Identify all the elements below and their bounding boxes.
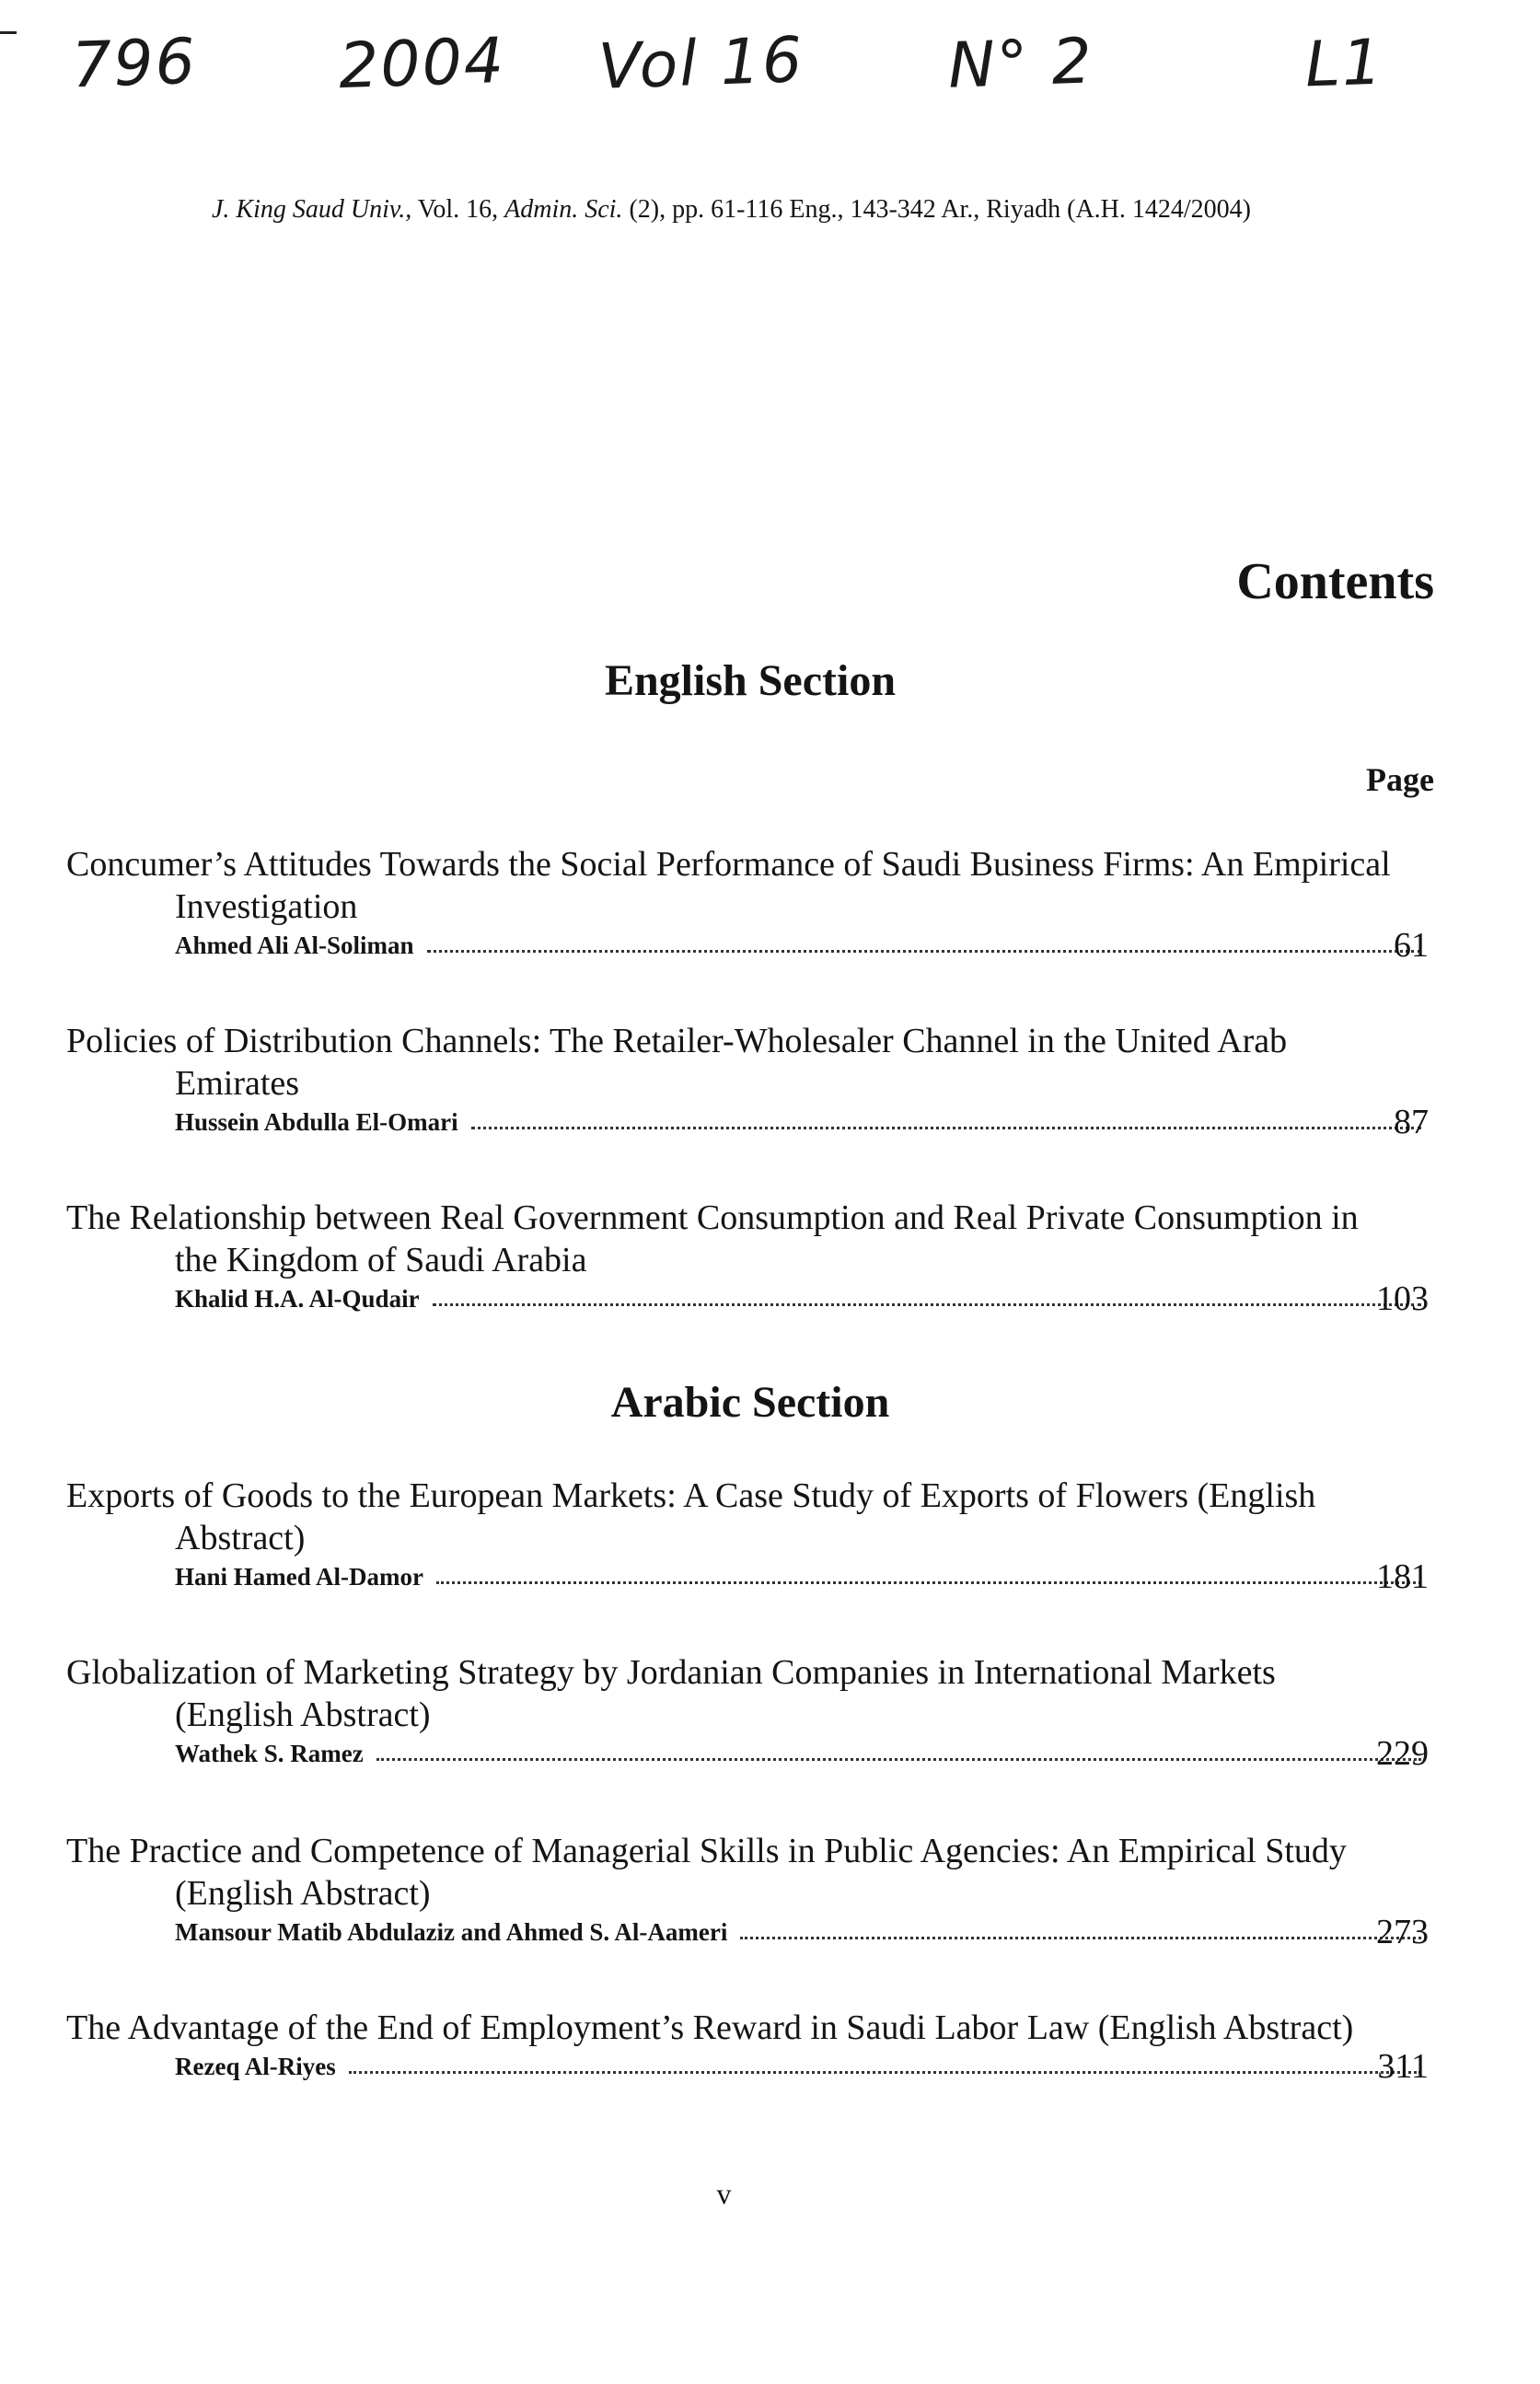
entry-title: Globalization of Marketing Strategy by Jordanian Companies in International Markets (English Abstract) [66, 1653, 1276, 1734]
entry-author: Ahmed Ali Al-Soliman [175, 932, 414, 959]
entry-title: Policies of Distribution Channels: The Retailer-Wholesaler Channel in the United Arab Emirates [66, 1022, 1288, 1103]
handwritten-number: N° 2 [946, 25, 1095, 103]
english-section-title: English Section [604, 656, 897, 705]
toc-entry[interactable] [66, 1651, 1429, 1773]
entry-author: Khalid H.A. Al-Qudair [175, 1285, 420, 1313]
running-head-details: (2), pp. 61-116 Eng., 143-342 Ar., Riyadh (A.H. 1424/2004) [629, 195, 1252, 224]
handwritten-year: 2004 [337, 24, 507, 104]
leader-dots [471, 1125, 1421, 1129]
leader-dots [349, 2069, 1421, 2074]
entry-author-row [66, 1563, 1429, 1591]
contents-title: Contents [1236, 553, 1434, 610]
entry-title: The Practice and Competence of Managerial Skills in Public Agencies: An Empirical Study (English Abstract) [66, 1832, 1347, 1913]
scan-edge-mark [0, 31, 17, 34]
entry-page-number: 61 [1394, 926, 1429, 965]
leader-dots [427, 948, 1421, 953]
entry-author: Mansour Matib Abdulaziz and Ahmed S. Al-Aameri [175, 1918, 728, 1946]
entry-author: Hussein Abdulla El-Omari [175, 1108, 458, 1136]
toc-entry[interactable] [66, 843, 1429, 965]
entry-page-number: 103 [1376, 1279, 1429, 1318]
arabic-section-title: Arabic Section [610, 1378, 890, 1427]
entry-author: Wathek S. Ramez [175, 1740, 364, 1767]
entry-title: Concumer’s Attitudes Towards the Social Performance of Saudi Business Firms: An Empirical Investigation [66, 845, 1391, 926]
toc-entry[interactable] [66, 2007, 1429, 2086]
running-head-journal: J. King Saud Univ., [212, 195, 412, 224]
entry-page-number: 273 [1376, 1913, 1429, 1951]
toc-entry[interactable] [66, 1020, 1429, 1141]
entry-author-row [66, 1918, 1429, 1947]
entry-author-row [66, 2053, 1429, 2081]
handwritten-mark: L1 [1303, 26, 1385, 102]
entry-page-number: 229 [1376, 1734, 1429, 1773]
entry-page-number: 87 [1394, 1103, 1429, 1141]
folio-page-number: v [716, 2177, 732, 2210]
entry-title: The Advantage of the End of Employment’s Reward in Saudi Labor Law (English Abstract) [66, 2008, 1354, 2047]
toc-entry[interactable] [66, 1830, 1429, 1951]
toc-entry[interactable] [66, 1197, 1429, 1318]
toc-entry[interactable] [66, 1475, 1429, 1596]
entry-author-row [66, 1740, 1429, 1768]
entry-author-row [66, 1285, 1429, 1314]
entry-page-number: 311 [1377, 2047, 1429, 2086]
page-column-label: Page [1366, 761, 1434, 798]
entry-author-row [66, 1108, 1429, 1137]
entry-author: Rezeq Al-Riyes [175, 2053, 336, 2080]
entry-author-row [66, 932, 1429, 960]
handwritten-ref: 796 [70, 25, 199, 103]
entry-title: Exports of Goods to the European Markets: A Case Study of Exports of Flowers (English Abstract) [66, 1476, 1316, 1557]
running-head [212, 195, 1464, 225]
leader-dots [436, 1580, 1421, 1584]
entry-author: Hani Hamed Al-Damor [175, 1563, 423, 1591]
running-head-volume: Vol. 16, [417, 195, 499, 224]
running-head-section: Admin. Sci. [504, 195, 623, 224]
leader-dots [376, 1756, 1421, 1761]
leader-dots [433, 1302, 1421, 1306]
entry-title: The Relationship between Real Government Consumption and Real Private Consumption in the Kingdom of Saudi Arabia [66, 1198, 1359, 1279]
handwritten-volume: Vol 16 [596, 24, 805, 104]
entry-page-number: 181 [1376, 1557, 1429, 1596]
